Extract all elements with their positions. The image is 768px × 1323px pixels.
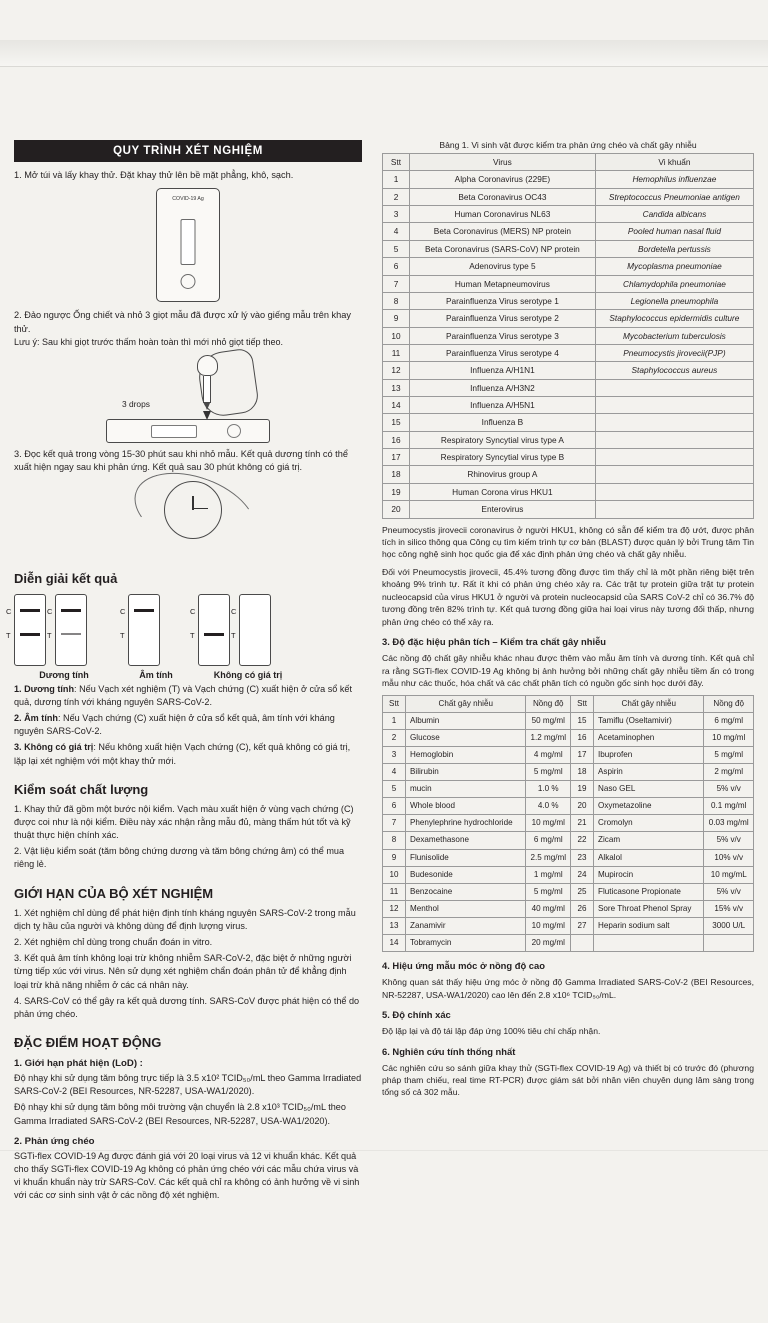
cell-substance-1: Glucose [406, 729, 526, 746]
cell-substance-2: Naso GEL [594, 781, 704, 798]
cell-conc-2: 0.1 mg/ml [704, 798, 754, 815]
cell-conc-2: 2 mg/ml [704, 763, 754, 780]
cell-substance-1: Hemoglobin [406, 746, 526, 763]
cell-bacteria: Legionella pneumophila [595, 292, 753, 309]
cell-index: 5 [383, 240, 410, 257]
cell-virus: Parainfluenza Virus serotype 4 [410, 344, 596, 361]
cell-index: 6 [383, 258, 410, 275]
interpret-positive-text: : Nếu Vạch xét nghiệm (T) và Vạch chứng (C) xuất hiện ở cửa sổ kết quả, dương tính với kháng nguyên SARS-CoV-2. [14, 683, 352, 707]
table-row [383, 275, 754, 292]
timing-illustration [14, 479, 362, 557]
cell-conc-2: 10 mg/mL [704, 866, 754, 883]
result-caption-invalid: Không có giá trị [213, 669, 283, 680]
cell-index-2: 23 [571, 849, 594, 866]
table-row [383, 935, 754, 952]
table-row [383, 917, 754, 934]
cell-conc-2: 6 mg/ml [704, 712, 754, 729]
table-row [383, 900, 754, 917]
cell-virus: Enterovirus [410, 501, 596, 518]
interpret-invalid-label: 3. Không có giá trị [14, 742, 94, 753]
cell-virus: Adenovirus type 5 [410, 258, 596, 275]
table-row [383, 379, 754, 396]
table-row [383, 866, 754, 883]
cell-index-1: 9 [383, 849, 406, 866]
cell-index: 16 [383, 431, 410, 448]
cell-conc-1: 5 mg/ml [526, 763, 571, 780]
table-row [383, 883, 754, 900]
cell-bacteria [595, 483, 753, 500]
drops-label: 3 drops [122, 399, 150, 410]
clock-icon [164, 481, 222, 539]
table-row [383, 344, 754, 361]
cell-virus: Respiratory Syncytial virus type B [410, 449, 596, 466]
cell-virus: Human Metapneumovirus [410, 275, 596, 292]
table-row [383, 763, 754, 780]
step-2-note: Lưu ý: Sau khi giọt trước thấm hoàn toàn thì mới nhỏ giọt tiếp theo. [14, 337, 284, 348]
cell-index: 10 [383, 327, 410, 344]
table1-header-bacteria: Vi khuẩn [595, 154, 753, 171]
result-caption-negative: Âm tính [139, 669, 173, 680]
cell-index-2: 17 [571, 746, 594, 763]
qc-item-2: 2. Vật liệu kiểm soát (tăm bông chứng dương và tăm bông chứng âm) có thể mua riêng lẻ. [14, 846, 345, 870]
performance-title: ĐẶC ĐIỂM HOẠT ĐỘNG [14, 1035, 162, 1051]
cell-bacteria: Streptococcus Pneumoniae antigen [595, 188, 753, 205]
cell-bacteria [595, 501, 753, 518]
table2-header-stt-1: Stt [383, 695, 406, 712]
cell-substance-1: Phenylephrine hydrochloride [406, 815, 526, 832]
table-row [383, 362, 754, 379]
test-cassette [156, 188, 220, 302]
cell-bacteria [595, 431, 753, 448]
table1-caption: Bảng 1. Vi sinh vật được kiểm tra phản ứng chéo và chất gây nhiễu [439, 140, 697, 150]
cell-substance-1: Zanamivir [406, 917, 526, 934]
cell-substance-1: Budesonide [406, 866, 526, 883]
cell-index-2: 25 [571, 883, 594, 900]
cell-conc-1: 4 mg/ml [526, 746, 571, 763]
cell-virus: Influenza B [410, 414, 596, 431]
negative-strips [120, 594, 184, 666]
cell-index-2: 21 [571, 815, 594, 832]
cell-substance-1: Flunisolide [406, 849, 526, 866]
cell-index-2: 27 [571, 917, 594, 934]
cell-index-1: 2 [383, 729, 406, 746]
table2-header-stt-2: Stt [571, 695, 594, 712]
result-illustrations [6, 594, 362, 680]
limitation-1: 1. Xét nghiệm chỉ dùng để phát hiện định tính kháng nguyên SARS-CoV-2 trong mẫu dịch tỵ hầu của người và không dùng để định lượng virus. [14, 907, 356, 931]
limitations-title: GIỚI HẠN CỦA BỘ XÉT NGHIỆM [14, 885, 214, 901]
dropper-icon [194, 355, 220, 409]
cell-virus: Rhinovirus group A [410, 466, 596, 483]
table-row [383, 292, 754, 309]
cell-substance-1: Albumin [406, 712, 526, 729]
invalid-strips [190, 594, 298, 666]
cell-substance-2: Fluticasone Propionate [594, 883, 704, 900]
cell-bacteria: Pneumocystis jirovecii(PJP) [595, 344, 753, 361]
cell-index: 3 [383, 206, 410, 223]
cell-bacteria: Mycobacterium tuberculosis [595, 327, 753, 344]
cell-virus: Influenza A/H5N1 [410, 397, 596, 414]
qc-item-1: 1. Khay thử đã gồm một bước nội kiểm. Vạch màu xuất hiện ở vùng vạch chứng (C) được coi như là nội kiểm. Điều này xác nhận rằng mẫu đủ, màng thấm hút tốt và kỹ thuật thực hiện chính xác. [14, 803, 354, 841]
cell-conc-1: 6 mg/ml [526, 832, 571, 849]
pjp-note-1: Pneumocystis jirovecii coronavirus ở người HKU1, không có sẵn để kiểm tra độ ướt, được phân tích in silico thông qua Công cụ tìm kiếm trình tự cơ bản (BLAST) được quản lý bởi Trung tâm Tin học công nghệ sinh học quốc gia để xác định phản ứng chéo và chất gây nhiễu. [382, 524, 754, 560]
cell-index-1: 14 [383, 935, 406, 952]
cell-index-2: 22 [571, 832, 594, 849]
interfering-substances-table [382, 695, 754, 953]
test-tray [106, 419, 270, 443]
table-row [383, 171, 754, 188]
cell-index: 4 [383, 223, 410, 240]
table-row [383, 414, 754, 431]
positive-strips [6, 594, 114, 666]
table-row [383, 397, 754, 414]
result-strip: C T [128, 594, 160, 666]
table-row [383, 327, 754, 344]
result-window [181, 219, 196, 265]
step-2: 2. Đảo ngược Ống chiết và nhỏ 3 giọt mẫu đã được xử lý vào giếng mẫu trên khay thử. [14, 310, 351, 334]
table1-header-row [383, 154, 754, 171]
table-row [383, 188, 754, 205]
table2-header-substance-1: Chất gây nhiễu [406, 695, 526, 712]
interpretation-title: Diễn giải kết quả [14, 570, 118, 586]
cell-substance-2: Aspirin [594, 763, 704, 780]
cell-bacteria: Staphylococcus aureus [595, 362, 753, 379]
cell-index-2: 19 [571, 781, 594, 798]
table-row [383, 258, 754, 275]
cell-conc-2: 10% v/v [704, 849, 754, 866]
procedure-banner: QUY TRÌNH XÉT NGHIỆM [14, 140, 362, 162]
cell-index-2: 20 [571, 798, 594, 815]
cell-bacteria [595, 379, 753, 396]
cell-bacteria: Chlamydophila pneumoniae [595, 275, 753, 292]
cell-index-1: 6 [383, 798, 406, 815]
cell-index-1: 3 [383, 746, 406, 763]
result-strip: C T [198, 594, 230, 666]
cell-index: 12 [383, 362, 410, 379]
cell-index: 14 [383, 397, 410, 414]
cell-index-1: 4 [383, 763, 406, 780]
table-row [383, 431, 754, 448]
cell-substance-2: Zicam [594, 832, 704, 849]
cell-conc-1: 5 mg/ml [526, 883, 571, 900]
table-row [383, 483, 754, 500]
section-6-title: 6. Nghiên cứu tính thống nhất [382, 1045, 516, 1057]
cell-virus: Respiratory Syncytial virus type A [410, 431, 596, 448]
cell-index: 7 [383, 275, 410, 292]
cell-index-1: 1 [383, 712, 406, 729]
lod-text-2: Độ nhạy khi sử dụng tăm bông môi trường vận chuyển là 2.8 x10³ TCID₅₀/mL theo Gamma Irradiated SARS-CoV-2 (BEI Resources, NR-52287, USA-WA1/2020). [14, 1102, 346, 1126]
cell-virus: Influenza A/H1N1 [410, 362, 596, 379]
cell-index: 11 [383, 344, 410, 361]
cell-substance-2: Alkalol [594, 849, 704, 866]
cell-bacteria [595, 414, 753, 431]
sample-well [181, 274, 196, 289]
cross-reactivity-table [382, 153, 754, 519]
cell-substance-2: Tamiflu (Oseltamivir) [594, 712, 704, 729]
table2-header-substance-2: Chất gây nhiễu [594, 695, 704, 712]
cell-substance-1: Tobramycin [406, 935, 526, 952]
cell-virus: Parainfluenza Virus serotype 2 [410, 310, 596, 327]
step-1: 1. Mở túi và lấy khay thử. Đặt khay thử lên bề mặt phẳng, khô, sạch. [14, 170, 294, 180]
cell-index: 8 [383, 292, 410, 309]
left-column [6, 140, 362, 1205]
cell-index: 15 [383, 414, 410, 431]
cell-virus: Parainfluenza Virus serotype 3 [410, 327, 596, 344]
cell-conc-2: 5% v/v [704, 883, 754, 900]
cell-index: 19 [383, 483, 410, 500]
cell-virus: Human Coronavirus NL63 [410, 206, 596, 223]
cell-substance-2 [594, 935, 704, 952]
cell-conc-2: 5 mg/ml [704, 746, 754, 763]
interpret-positive [14, 683, 362, 709]
table-row [383, 815, 754, 832]
cell-index-1: 8 [383, 832, 406, 849]
table-row [383, 729, 754, 746]
result-strip: C T [55, 594, 87, 666]
cassette-illustration [14, 188, 362, 302]
section-5-text: Độ lặp lại và độ tái lập đáp ứng 100% tiêu chí chấp nhận. [382, 1026, 601, 1037]
interpret-negative-text: : Nếu Vạch chứng (C) xuất hiện ở cửa sổ kết quả, âm tính với kháng nguyên SARS-CoV-2. [14, 713, 335, 737]
cell-index: 17 [383, 449, 410, 466]
cell-bacteria [595, 397, 753, 414]
table-row [383, 746, 754, 763]
result-strip: C T [14, 594, 46, 666]
section-3-text: Các nồng độ chất gây nhiễu khác nhau được thêm vào mẫu âm tính và dương tính. Kết quả chỉ ra rằng SGTi-flex COVID-19 Ag không bị ảnh hưởng bởi những chất gây nhiễu tiềm ẩn có trong mẫu như các thuốc, hóa chất và các chất phân tích có nguồn gốc sinh học dưới đây. [382, 653, 754, 689]
table2-header-conc-2: Nồng độ [704, 695, 754, 712]
cell-conc-1: 10 mg/ml [526, 815, 571, 832]
cell-substance-2: Sore Throat Phenol Spray [594, 900, 704, 917]
table1-header-stt: Stt [383, 154, 410, 171]
cell-conc-1: 20 mg/ml [526, 935, 571, 952]
cell-substance-2: Cromolyn [594, 815, 704, 832]
result-strip: C T [239, 594, 271, 666]
lod-text-1: Độ nhạy khi sử dụng tăm bông trực tiếp là 3.5 x10² TCID₅₀/mL theo Gamma Irradiated SARS-CoV-2 (BEI Resources, NR-52287, USA-WA1/2020). [14, 1073, 362, 1097]
cell-substance-2: Heparin sodium salt [594, 917, 704, 934]
cell-index: 2 [383, 188, 410, 205]
section-3-title: 3. Độ đặc hiệu phân tích – Kiểm tra chất gây nhiễu [382, 636, 607, 648]
interpret-positive-label: 1. Dương tính [14, 683, 75, 694]
cell-index-1: 7 [383, 815, 406, 832]
crossreact-text: SGTi-flex COVID-19 Ag được đánh giá với 20 loại virus và 12 vi khuẩn khác. Kết quả cho thấy SGTi-flex COVID-19 Ag không có phản ứng chéo với các mẫu chứa virus và vi khuẩn khuẩn này trừ SARS-CoV. Các kết quả chỉ ra không có ảnh hưởng về vi sinh với các cơ sinh sinh vật ở các nồng độ xét nghiệm. [14, 1150, 360, 1201]
cell-bacteria: Hemophilus influenzae [595, 171, 753, 188]
cell-substance-2: Oxymetazoline [594, 798, 704, 815]
result-caption-positive: Dương tính [39, 669, 89, 680]
cell-conc-1: 10 mg/ml [526, 917, 571, 934]
dropper-illustration [14, 355, 362, 441]
table2-header-row [383, 695, 754, 712]
table1-header-virus: Virus [410, 154, 596, 171]
crossreact-heading: 2. Phản ứng chéo [14, 1135, 95, 1147]
cell-conc-1: 1.2 mg/ml [526, 729, 571, 746]
section-4-title: 4. Hiệu ứng mẫu móc ở nồng độ cao [382, 960, 545, 972]
right-column [382, 140, 754, 1104]
cell-bacteria [595, 466, 753, 483]
cell-substance-1: Whole blood [406, 798, 526, 815]
cell-conc-1: 40 mg/ml [526, 900, 571, 917]
cell-substance-1: Benzocaine [406, 883, 526, 900]
cell-conc-1: 50 mg/ml [526, 712, 571, 729]
cassette-label: COVID-19 Ag [172, 196, 204, 203]
cell-conc-1: 1 mg/ml [526, 866, 571, 883]
interpret-negative [14, 712, 362, 738]
cell-bacteria [595, 449, 753, 466]
pjp-note-2: Đối với Pneumocystis jirovecii, 45.4% tương đồng được tìm thấy chỉ là một phần riêng biệt trên khoảng 9% trình tự. Rất ít khi có phản ứng chéo xảy ra. Các trật tự protein giữa trật tự protein nucleocapsid của virus HKU1 ở người và protein nucleocapsid của SARS CoV-2 chỉ có 36.7% độ tương đồng trên 82% trình tự. Kết quả tương đồng giữa hai loại virus này tương đối thấp, nhưng phản ứng chéo có thể xảy ra. [382, 566, 754, 627]
cell-conc-1: 2.5 mg/ml [526, 849, 571, 866]
cell-bacteria: Pooled human nasal fluid [595, 223, 753, 240]
lod-heading: 1. Giới hạn phát hiện (LoD) : [14, 1058, 143, 1070]
cell-index-1: 10 [383, 866, 406, 883]
cell-substance-1: Dexamethasone [406, 832, 526, 849]
table-row [383, 501, 754, 518]
fold-line [0, 66, 768, 67]
cell-virus: Beta Coronavirus (MERS) NP protein [410, 223, 596, 240]
cell-index-2: 15 [571, 712, 594, 729]
cell-virus: Alpha Coronavirus (229E) [410, 171, 596, 188]
cell-conc-2: 15% v/v [704, 900, 754, 917]
cell-conc-2: 0.03 mg/ml [704, 815, 754, 832]
limitation-3: 3. Kết quả âm tính không loại trừ không nhiễm SAR-CoV-2, đặc biệt ở những người từng tiếp xúc với virus. Nên sử dụng xét nghiệm chẩn đoán phân tử để khẳng định loại trừ khả năng nhiễm ở các cá nhân này. [14, 953, 352, 990]
cell-substance-2: Ibuprofen [594, 746, 704, 763]
cell-index-1: 12 [383, 900, 406, 917]
table2-header-conc-1: Nồng độ [526, 695, 571, 712]
table-row [383, 798, 754, 815]
table-row [383, 449, 754, 466]
cell-index: 1 [383, 171, 410, 188]
cell-virus: Human Corona virus HKU1 [410, 483, 596, 500]
step-3: 3. Đọc kết quả trong vòng 15-30 phút sau khi nhỏ mẫu. Kết quả dương tính có thể xuất hiện ngay sau khi phản ứng. Kết quả sau 30 phút không có giá trị. [14, 449, 348, 473]
cell-bacteria: Candida albicans [595, 206, 753, 223]
cell-substance-2: Acetaminophen [594, 729, 704, 746]
section-4-text: Không quan sát thấy hiệu ứng móc ở nồng độ Gamma Irradiated SARS-CoV-2 (BEI Resources, NR-52287, USA-WA1/2020) cao lên đến 2.8 x10⁶ TCID₅₀/mL. [382, 977, 754, 1000]
cell-conc-2: 3000 U/L [704, 917, 754, 934]
cell-index-1: 13 [383, 917, 406, 934]
cell-index-2: 18 [571, 763, 594, 780]
cell-index: 20 [383, 501, 410, 518]
cell-virus: Beta Coronavirus OC43 [410, 188, 596, 205]
cell-index-1: 11 [383, 883, 406, 900]
cell-conc-2: 5% v/v [704, 832, 754, 849]
table-row [383, 466, 754, 483]
cell-conc-2 [704, 935, 754, 952]
cell-index: 9 [383, 310, 410, 327]
cell-substance-2: Mupirocin [594, 866, 704, 883]
cell-conc-1: 4.0 % [526, 798, 571, 815]
cell-bacteria: Staphylococcus epidermidis culture [595, 310, 753, 327]
cell-index-2: 16 [571, 729, 594, 746]
cell-conc-1: 1.0 % [526, 781, 571, 798]
quality-control-title: Kiểm soát chất lượng [14, 781, 149, 797]
table-row [383, 832, 754, 849]
cell-substance-1: Menthol [406, 900, 526, 917]
cell-index-2 [571, 935, 594, 952]
fold-shade [0, 40, 768, 66]
table-row [383, 849, 754, 866]
table-row [383, 712, 754, 729]
interpret-invalid [14, 741, 362, 767]
table-row [383, 781, 754, 798]
cell-virus: Parainfluenza Virus serotype 1 [410, 292, 596, 309]
cell-index: 13 [383, 379, 410, 396]
cell-index: 18 [383, 466, 410, 483]
limitation-4: 4. SARS-CoV có thể gây ra kết quả dương tính. SARS-CoV được phát hiện có thể do phản ứng chéo. [14, 995, 360, 1019]
cell-bacteria: Mycoplasma pneumoniae [595, 258, 753, 275]
table-row [383, 240, 754, 257]
cell-conc-2: 5% v/v [704, 781, 754, 798]
cell-substance-1: Bilirubin [406, 763, 526, 780]
limitation-2: 2. Xét nghiệm chỉ dùng trong chuẩn đoán in vitro. [14, 937, 213, 947]
cell-index-2: 24 [571, 866, 594, 883]
table-row [383, 223, 754, 240]
interpret-negative-label: 2. Âm tính [14, 713, 58, 724]
interpret-invalid-text: : Nếu không xuất hiện Vạch chứng (C), kết quả không có giá trị, lặp lại xét nghiệm với một khay thử mới. [14, 742, 351, 766]
section-6-text: Các nghiên cứu so sánh giữa khay thử (SGTi-flex COVID-19 Ag) và thiết bị có trước đó (phương pháp tham chiếu, real time RT-PCR) được giám sát bởi nhân viên chuyên dụng lâm sàng trong tổng số cả 302 mẫu. [382, 1062, 754, 1098]
cell-virus: Beta Coronavirus (SARS-CoV) NP protein [410, 240, 596, 257]
table-row [383, 310, 754, 327]
cell-conc-2: 10 mg/ml [704, 729, 754, 746]
cell-substance-1: mucin [406, 781, 526, 798]
cell-index-2: 26 [571, 900, 594, 917]
cell-virus: Influenza A/H3N2 [410, 379, 596, 396]
cell-bacteria: Bordetella pertussis [595, 240, 753, 257]
table-row [383, 206, 754, 223]
section-5-title: 5. Độ chính xác [382, 1009, 451, 1021]
cell-index-1: 5 [383, 781, 406, 798]
